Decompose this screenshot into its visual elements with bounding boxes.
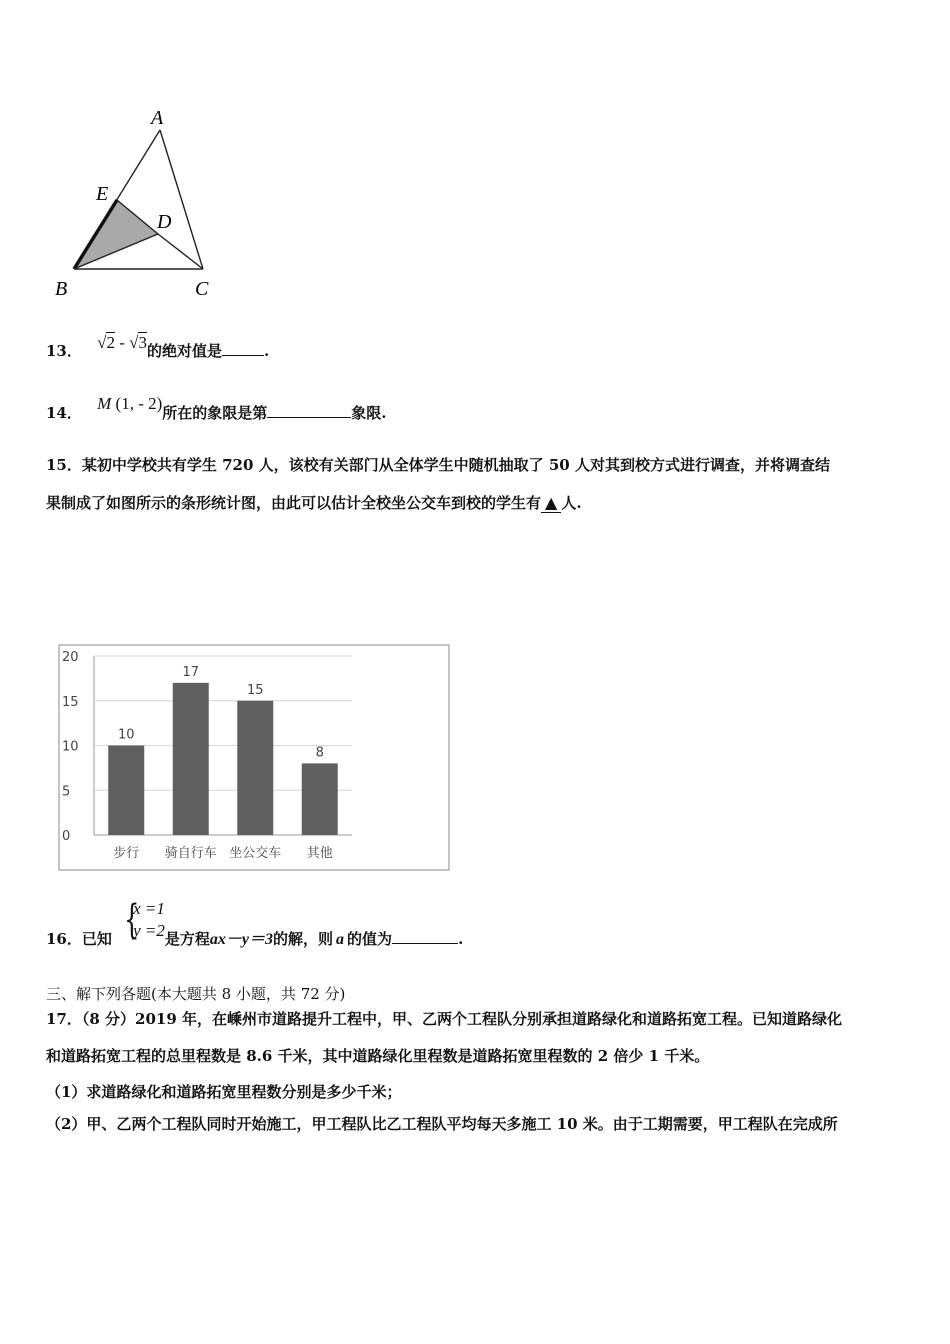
label-a: A — [151, 107, 164, 129]
question-17-line1: 17．（8 分）2019 年，在嵊州市道路提升工程中，甲、乙两个工程队分别承担道路绿化和道路拓宽工程。已知道路绿化 — [46, 1010, 843, 1028]
y-tick-label: 15 — [62, 694, 79, 710]
equation-system — [119, 898, 165, 942]
question-17-line2: 和道路拓宽工程的总里程数是 8.6 千米，其中道路绿化里程数是道路拓宽里程数的 2 倍少 1 千米。 — [46, 1047, 710, 1065]
x-tick-label: 骑自行车 — [164, 846, 217, 861]
brace-icon: { — [124, 897, 140, 943]
question-16 — [46, 898, 463, 954]
question-16-var: a — [336, 931, 345, 948]
question-14-text-after: 象限. — [351, 404, 387, 422]
question-16-equation: ax－y＝3 — [209, 931, 274, 948]
y-tick-label: 20 — [62, 650, 79, 665]
question-14-text: 所在的象限是第 — [162, 404, 268, 422]
answer-blank — [267, 403, 351, 418]
bar-chart — [58, 644, 450, 872]
question-number: 14． — [46, 404, 82, 422]
x-tick-label: 其他 — [306, 846, 333, 861]
x-tick-label: 坐公交车 — [229, 846, 282, 861]
question-number: 15． — [46, 456, 82, 474]
triangle-figure — [40, 100, 230, 310]
x-tick-label: 步行 — [113, 846, 140, 861]
sqrt-3-radicand: 3 — [138, 333, 147, 352]
bar — [237, 701, 273, 835]
period: . — [458, 930, 464, 948]
question-15-line1 — [46, 454, 830, 475]
y-tick-label: 0 — [62, 829, 71, 844]
question-16-text1: 是方程 — [164, 930, 210, 948]
bar — [302, 763, 338, 835]
label-b: B — [55, 278, 68, 300]
answer-blank — [222, 341, 264, 356]
minus-sign: - — [119, 333, 125, 352]
question-16-prefix: 已知 — [81, 930, 112, 948]
equation-y: y =2 — [133, 921, 165, 940]
question-16-text3: 的值为 — [347, 930, 393, 948]
data-label: 10 — [117, 727, 135, 743]
data-label: 17 — [182, 664, 200, 680]
answer-marker-triangle-icon: ▲ — [541, 493, 561, 513]
point-coords: (1, - 2) — [115, 394, 163, 413]
y-tick-label: 5 — [62, 784, 71, 800]
label-c: C — [195, 278, 209, 300]
period: . — [263, 342, 270, 360]
sqrt-2-radicand: 2 — [106, 333, 115, 352]
shaded-triangle-ebd — [74, 200, 158, 269]
question-number: 16． — [46, 930, 82, 948]
y-tick-label: 10 — [62, 739, 79, 755]
question-15-line2 — [46, 492, 582, 513]
question-17-part2: （2）甲、乙两个工程队同时开始施工，甲工程队比乙工程队平均每天多施工 10 米。由于工期需要，甲工程队在完成所 — [46, 1115, 838, 1133]
data-label: 15 — [246, 682, 264, 698]
side-ac — [160, 130, 203, 269]
sqrt-expression — [97, 333, 147, 353]
question-number: 13． — [46, 342, 82, 360]
sqrt-icon: √ — [97, 333, 107, 352]
bar — [108, 746, 144, 836]
bar — [173, 683, 209, 835]
label-d: D — [157, 211, 172, 233]
sqrt-icon: √ — [129, 333, 139, 352]
answer-blank — [392, 929, 458, 944]
question-15-unit: 人. — [561, 494, 582, 512]
question-17-part1: （1）求道路绿化和道路拓宽里程数分别是多少千米； — [46, 1083, 402, 1101]
question-15-text: 某初中学校共有学生 720 人，该校有关部门从全体学生中随机抽取了 50 人对其到校方式进行调查，并将调查结 — [81, 456, 830, 474]
section-3-title: 三、解下列各题(本大题共 8 小题，共 72 分) — [46, 985, 346, 1003]
point-name: M — [97, 394, 112, 413]
point-m — [97, 394, 162, 414]
question-13-text: 的绝对值是 — [146, 342, 222, 360]
label-e: E — [96, 183, 109, 205]
equation-x: x =1 — [133, 899, 165, 918]
question-16-text2: 的解，则 — [273, 930, 334, 948]
question-14 — [46, 394, 387, 423]
segment-dc — [158, 234, 203, 269]
question-15-text-2: 果制成了如图所示的条形统计图，由此可以估计全校坐公交车到校的学生有 — [46, 494, 542, 512]
data-label: 8 — [315, 745, 324, 761]
question-13 — [46, 333, 270, 361]
